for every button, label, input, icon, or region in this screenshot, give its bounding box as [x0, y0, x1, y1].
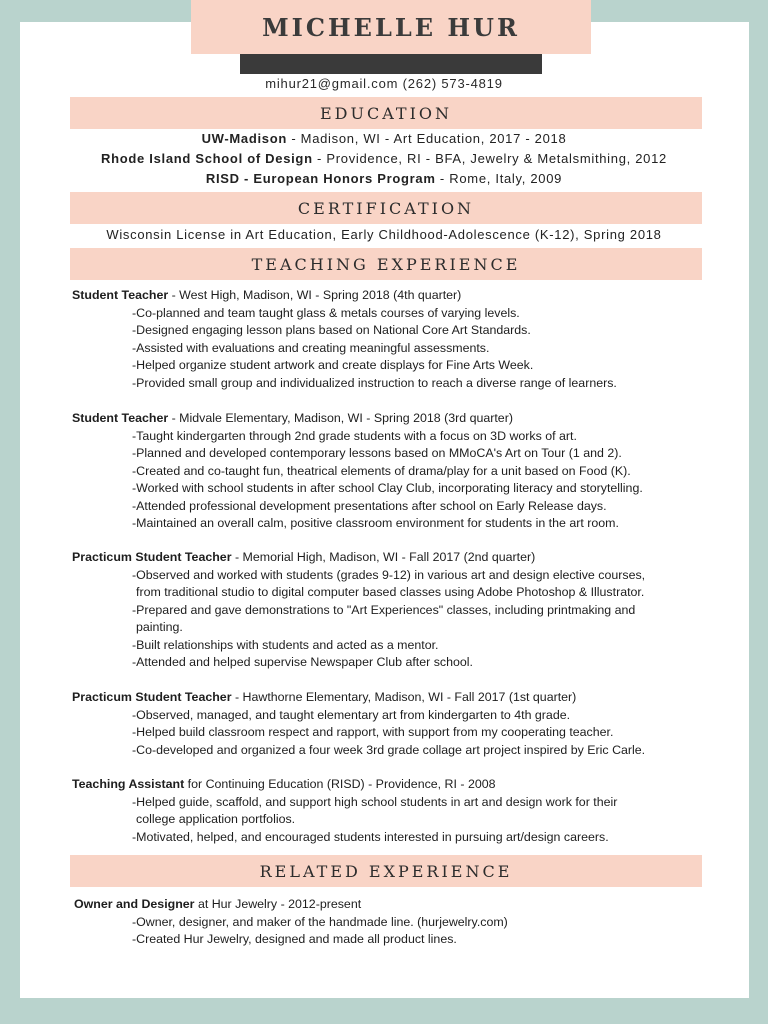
- entry-heading: [72, 776, 712, 794]
- bullet-item: -Helped organize student artwork and create displays for Fine Arts Week.: [132, 358, 534, 372]
- entry-heading: [72, 410, 712, 428]
- role-title: Practicum Student Teacher: [72, 550, 232, 564]
- experience-entry: [72, 776, 712, 846]
- section-title: TEACHING EXPERIENCE: [251, 254, 521, 274]
- bullet-item: -Motivated, helped, and encouraged students interested in pursuing art/design careers.: [132, 829, 609, 844]
- bullet-continuation: painting.: [136, 620, 183, 634]
- school-name: Rhode Island School of Design: [101, 151, 313, 166]
- bullet-item: -Helped build classroom respect and rapport, with support from my cooperating teacher.: [132, 725, 614, 739]
- bullet-item: -Observed and worked with students (grades 9-12) in various art and design elective courses,: [132, 567, 646, 582]
- education-entry: [0, 171, 768, 186]
- bullet-item: -Created Hur Jewelry, designed and made all product lines.: [132, 932, 457, 946]
- bullet-item: -Assisted with evaluations and creating meaningful assessments.: [132, 340, 490, 355]
- section-header-related: [70, 855, 702, 887]
- role-title: Teaching Assistant: [72, 777, 185, 791]
- bullet-item: -Designed engaging lesson plans based on National Core Art Standards.: [132, 323, 531, 337]
- bullet-item: -Built relationships with students and acted as a mentor.: [132, 637, 439, 652]
- bullet-item: -Created and co-taught fun, theatrical elements of drama/play for a unit based on Food (K).: [132, 463, 631, 478]
- role-title: Student Teacher: [72, 411, 169, 425]
- entry-heading: [72, 549, 712, 567]
- bullet-continuation: college application portfolios.: [136, 812, 296, 826]
- school-detail: - Providence, RI - BFA, Jewelry & Metalsmithing, 2012: [312, 151, 667, 166]
- bullet-item: -Attended and helped supervise Newspaper Club after school.: [132, 655, 473, 669]
- role-detail: - Midvale Elementary, Madison, WI - Spring 2018 (3rd quarter): [168, 411, 513, 425]
- bullet-item: -Planned and developed contemporary lessons based on MMoCA's Art on Tour (1 and 2).: [132, 446, 622, 460]
- school-name: UW-Madison: [201, 131, 288, 146]
- role-detail: - West High, Madison, WI - Spring 2018 (4th quarter): [168, 288, 462, 302]
- bullet-item: -Worked with school students in after school Clay Club, incorporating literacy and storytelling.: [132, 481, 643, 495]
- experience-entry: [72, 410, 712, 533]
- education-entry: [0, 131, 768, 146]
- section-header-certification: [70, 192, 702, 224]
- entry-heading: [72, 287, 712, 305]
- name-header: [191, 0, 591, 54]
- bullet-item: -Taught kindergarten through 2nd grade students with a focus on 3D works of art.: [132, 428, 577, 443]
- experience-entry: [72, 549, 712, 672]
- section-title: CERTIFICATION: [297, 198, 475, 218]
- school-detail: - Rome, Italy, 2009: [435, 171, 563, 186]
- header-accent-bar: [240, 54, 542, 74]
- experience-entry: [72, 689, 712, 759]
- bullet-item: -Helped guide, scaffold, and support high school students in art and design work for their: [132, 794, 618, 809]
- bullet-item: -Maintained an overall calm, positive classroom environment for students in the art room.: [132, 516, 619, 530]
- role-title: Practicum Student Teacher: [72, 690, 232, 704]
- bullet-item: -Co-planned and team taught glass & metals courses of varying levels.: [132, 305, 520, 320]
- bullet-continuation: from traditional studio to digital computer based classes using Adobe Photoshop & Illustrator.: [136, 585, 645, 599]
- school-detail: - Madison, WI - Art Education, 2017 - 2018: [287, 131, 567, 146]
- experience-entry: [72, 287, 712, 392]
- certification-text: Wisconsin License in Art Education, Early Childhood-Adolescence (K-12), Spring 2018: [106, 227, 662, 242]
- contact-line: mihur21@gmail.com (262) 573-4819: [265, 76, 503, 91]
- role-detail: - Hawthorne Elementary, Madison, WI - Fall 2017 (1st quarter): [231, 690, 577, 704]
- bullet-item: -Prepared and gave demonstrations to "Art Experiences" classes, including printmaking and: [132, 602, 636, 617]
- bullet-item: -Observed, managed, and taught elementary art from kindergarten to 4th grade.: [132, 707, 571, 722]
- role-detail: for Continuing Education (RISD) - Providence, RI - 2008: [184, 777, 496, 791]
- education-entry: [0, 151, 768, 166]
- role-title: Student Teacher: [72, 288, 169, 302]
- entry-heading: [72, 689, 712, 707]
- role-detail: at Hur Jewelry - 2012-present: [194, 897, 362, 911]
- experience-entry: [74, 896, 714, 949]
- section-title: EDUCATION: [319, 103, 453, 123]
- bullet-item: -Owner, designer, and maker of the handmade line. (hurjewelry.com): [132, 914, 508, 929]
- section-header-education: [70, 97, 702, 129]
- school-name: RISD - European Honors Program: [205, 171, 436, 186]
- section-title: RELATED EXPERIENCE: [259, 861, 513, 881]
- bullet-item: -Attended professional development presentations after school on Early Release days.: [132, 498, 607, 513]
- bullet-item: -Provided small group and individualized instruction to reach a diverse range of learners.: [132, 375, 617, 390]
- candidate-name: MICHELLE HUR: [262, 12, 520, 42]
- bullet-item: -Co-developed and organized a four week 3rd grade collage art project inspired by Eric Carle.: [132, 742, 646, 757]
- role-title: Owner and Designer: [74, 897, 195, 911]
- section-header-teaching: [70, 248, 702, 280]
- role-detail: - Memorial High, Madison, WI - Fall 2017 (2nd quarter): [231, 550, 536, 564]
- entry-heading: [74, 896, 714, 914]
